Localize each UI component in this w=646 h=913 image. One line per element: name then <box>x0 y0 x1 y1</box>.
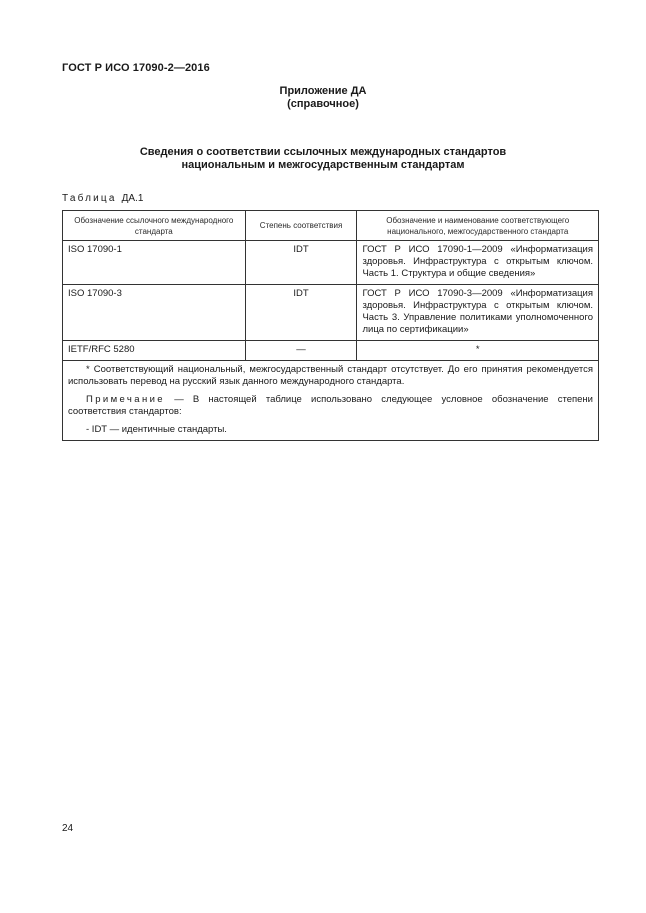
header-degree: Степень соответствия <box>245 211 357 241</box>
section-title-line-2: национальным и межгосударственным стандартам <box>181 159 465 171</box>
table-caption-word: Таблица <box>62 193 117 204</box>
table-header-row <box>63 211 599 241</box>
cell-reference: ISO 17090-1 <box>63 241 246 285</box>
section-title-line-1: Сведения о соответствии ссылочных международных стандартов <box>139 146 507 158</box>
footnote: * Соответствующий национальный, межгосударственный стандарт отсутствует. До его принятия рекомендуется использовать перевод на русский язык данного международного стандарта. <box>68 364 593 387</box>
note-label: Примечание <box>86 394 165 405</box>
table-row <box>63 341 599 361</box>
table-row <box>63 241 599 285</box>
cell-degree: IDT <box>245 241 357 285</box>
table-notes <box>63 361 599 441</box>
header-national-standard: Обозначение и наименование соответствующего национального, межгосударственного стандарта <box>357 211 599 241</box>
section-title <box>0 146 646 172</box>
cell-reference: IETF/RFC 5280 <box>63 341 246 361</box>
cell-degree: — <box>245 341 357 361</box>
appendix-type: (справочное) <box>287 98 359 110</box>
cell-national: ГОСТ Р ИСО 17090-3—2009 «Информатизация здоровья. Инфраструктура с открытым ключом. Часть 3. Управление политиками уполномоченного лица по сертификации» <box>357 285 599 341</box>
cell-degree: IDT <box>245 285 357 341</box>
cell-reference: ISO 17090-3 <box>63 285 246 341</box>
note <box>68 394 593 418</box>
table-notes-row <box>63 361 599 441</box>
table-caption <box>62 193 143 204</box>
standards-correspondence-table <box>62 210 599 441</box>
page-number: 24 <box>62 823 74 834</box>
appendix-heading <box>0 85 646 111</box>
document-code: ГОСТ Р ИСО 17090-2—2016 <box>62 62 210 74</box>
appendix-title: Приложение ДА <box>279 85 367 97</box>
table-row <box>63 285 599 341</box>
cell-national: * <box>357 341 599 361</box>
note-text: — В настоящей таблице использовано следующее условное обозначение степени соответствия стандартов: <box>68 394 593 417</box>
legend-item: - IDT — идентичные стандарты. <box>86 424 227 435</box>
cell-national: ГОСТ Р ИСО 17090-1—2009 «Информатизация здоровья. Инфраструктура с открытым ключом. Часть 1. Структура и общие сведения» <box>357 241 599 285</box>
header-reference-standard: Обозначение ссылочного международного стандарта <box>63 211 246 241</box>
table-caption-number: ДА.1 <box>121 193 144 204</box>
